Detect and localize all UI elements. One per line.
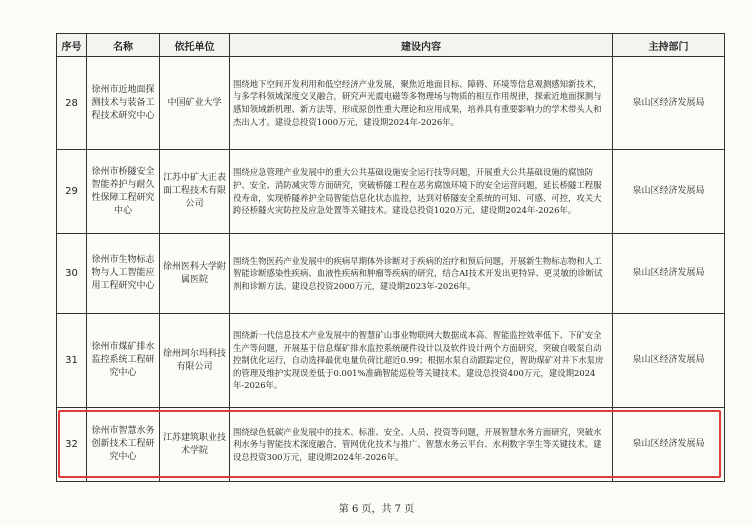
project-name: 徐州市智慧水务创新技术工程研究中心 xyxy=(87,408,160,482)
row-number: 32 xyxy=(57,408,87,482)
construction-content: 围绕新一代信息技术产业发展中的智慧矿山事业物联网大数据成本高、智能监控效率低下、下矿安全生产等问题，开展基于信息煤矿排水监控系统硬件设计以及软件设计两个方面研究，突破自吸泵自动控制优化运行，自动选择最优电量负荷比超近0.99；根据水泵自动跟踪定位，智助煤矿对井下水泵房的管理及维护实现误差低于0.001%准确智能巡检等关键技术。建设总投资400万元，建设期2024年-2026年。 xyxy=(230,314,613,408)
table-row xyxy=(57,150,725,234)
project-name: 徐州市桥隧安全智能养护与耐久性保障工程研究中心 xyxy=(87,150,160,234)
supporting-org: 徐州医科大学附属医院 xyxy=(160,234,230,314)
table-row xyxy=(57,57,725,150)
header-name: 名称 xyxy=(87,34,160,57)
supporting-org: 徐州珂尔玛科技有限公司 xyxy=(160,314,230,408)
row-number: 29 xyxy=(57,150,87,234)
table-row-highlighted xyxy=(57,408,725,482)
header-dept: 主持部门 xyxy=(613,34,725,57)
table-row xyxy=(57,314,725,408)
project-name: 徐州市近地面探测技术与装备工程技术研究中心 xyxy=(87,57,160,150)
host-department: 泉山区经济发展局 xyxy=(613,57,725,150)
construction-content: 围绕地下空间开发利用和低空经济产业发展，聚焦近地面目标、障碍、环境等信息观测感知新技术，与多学科领域深度交叉融合，研究声光震电磁等多物理场与物质的相互作用规律，探索近地面探测与感知领域新机理、新方法等，形成原创性重大理论和应用成果，培养具有重要影响力的学术带头人和杰出人才。建设总投资1000万元，建设期2024年-2026年。 xyxy=(230,57,613,150)
table-row xyxy=(57,234,725,314)
host-department: 泉山区经济发展局 xyxy=(613,408,725,482)
supporting-org: 江苏建筑职业技术学院 xyxy=(160,408,230,482)
row-number: 31 xyxy=(57,314,87,408)
header-org: 依托单位 xyxy=(160,34,230,57)
table-header-row xyxy=(57,34,725,57)
host-department: 泉山区经济发展局 xyxy=(613,314,725,408)
supporting-org: 中国矿业大学 xyxy=(160,57,230,150)
supporting-org: 江苏中矿大正表面工程技术有限公司 xyxy=(160,150,230,234)
construction-content: 围绕应急管理产业发展中的重大公共基础设施安全运行技等问题，开展重大公共基础设施的腐蚀防护、安全、消防减灾等方面研究，突破桥隧工程在恶劣腐蚀环境下的安全运营问题，延长桥隧工程服役寿命，实现桥隧养护全局智能信息化状态监控，达到对桥隧安全系统的可知、可感、可控，攻关大跨径桥隧火灾防控及应急处置等关键技术。建设总投资1020万元，建设期2024年-2026年。 xyxy=(230,150,613,234)
construction-content: 围绕绿色低碳产业发展中的技术、标准、安全、人员、投资等问题，开展智慧水务方面研究，突破水利水务与智能技术深度融合、管网优化技术与推广、智慧水务云平台、水利数字孪生等关键技术。建设总投资300万元，建设期2024年-2026年。 xyxy=(230,408,613,482)
construction-content: 围绕生物医药产业发展中的疾病早期体外诊断对于疾病的治疗和预后问题，开展新生物标志物和人工智能诊断感染性疾病、血液性疾病和肿瘤等疾病的研究，结合AI技术开发出更特异、更灵敏的诊断试剂和诊断方法。建设总投资2000万元，建设期2023年-2026年。 xyxy=(230,234,613,314)
page-footer: 第 6 页，共 7 页 xyxy=(338,504,415,515)
projects-table xyxy=(56,33,725,482)
row-number: 28 xyxy=(57,57,87,150)
header-no: 序号 xyxy=(57,34,87,57)
row-number: 30 xyxy=(57,234,87,314)
host-department: 泉山区经济发展局 xyxy=(613,150,725,234)
project-name: 徐州市生物标志物与人工智能应用工程研究中心 xyxy=(87,234,160,314)
header-content: 建设内容 xyxy=(230,34,613,57)
host-department: 泉山区经济发展局 xyxy=(613,234,725,314)
project-name: 徐州市煤矿排水监控系统工程研究中心 xyxy=(87,314,160,408)
